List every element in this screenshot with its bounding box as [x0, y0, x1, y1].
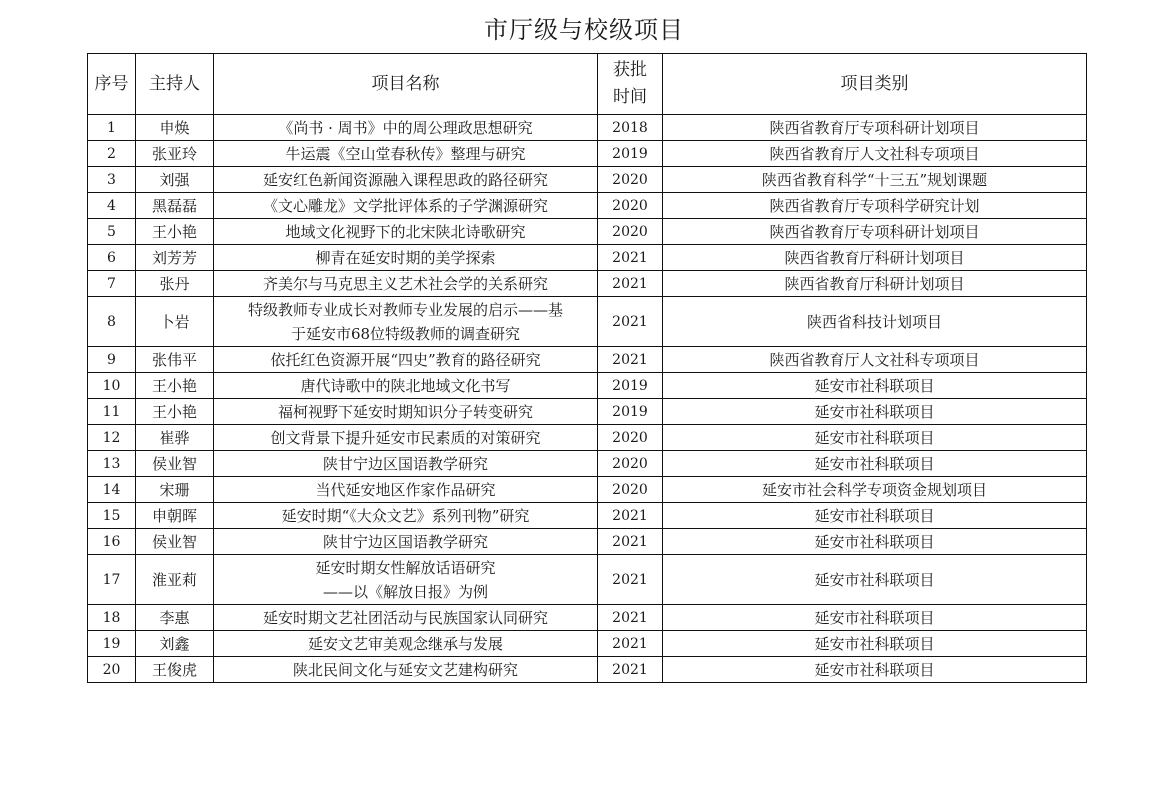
cell-category: 陕西省教育厅人文社科专项项目 — [663, 347, 1087, 373]
cell-project-name: 唐代诗歌中的陕北地域文化书写 — [214, 373, 598, 399]
cell-index: 8 — [88, 297, 136, 347]
cell-host: 申焕 — [136, 115, 214, 141]
table-row — [88, 193, 1087, 219]
cell-project-name: 创文背景下提升延安市民素质的对策研究 — [214, 425, 598, 451]
cell-approval-year: 2021 — [598, 245, 663, 271]
cell-project-name: 陕北民间文化与延安文艺建构研究 — [214, 657, 598, 683]
cell-project-name — [214, 555, 598, 605]
table-body — [88, 115, 1087, 683]
table-row — [88, 657, 1087, 683]
cell-host: 崔骅 — [136, 425, 214, 451]
table-row — [88, 141, 1087, 167]
cell-approval-year: 2019 — [598, 373, 663, 399]
cell-project-name: 柳青在延安时期的美学探索 — [214, 245, 598, 271]
cell-project-name: 依托红色资源开展“四史”教育的路径研究 — [214, 347, 598, 373]
cell-host: 王小艳 — [136, 219, 214, 245]
cell-approval-year: 2021 — [598, 347, 663, 373]
project-name-line2: ——以《解放日报》为例 — [322, 582, 488, 601]
cell-index: 12 — [88, 425, 136, 451]
cell-project-name: 地域文化视野下的北宋陕北诗歌研究 — [214, 219, 598, 245]
header-index: 序号 — [88, 54, 136, 115]
cell-approval-year: 2019 — [598, 399, 663, 425]
cell-category: 陕西省教育厅科研计划项目 — [663, 245, 1087, 271]
cell-host: 李惠 — [136, 605, 214, 631]
cell-project-name — [214, 297, 598, 347]
cell-project-name: 牛运震《空山堂春秋传》整理与研究 — [214, 141, 598, 167]
cell-host: 侯业智 — [136, 451, 214, 477]
cell-category: 延安市社科联项目 — [663, 503, 1087, 529]
cell-host: 卜岩 — [136, 297, 214, 347]
cell-project-name: 齐美尔与马克思主义艺术社会学的关系研究 — [214, 271, 598, 297]
cell-project-name: 延安红色新闻资源融入课程思政的路径研究 — [214, 167, 598, 193]
cell-category: 延安市社科联项目 — [663, 529, 1087, 555]
cell-index: 7 — [88, 271, 136, 297]
cell-approval-year: 2021 — [598, 657, 663, 683]
cell-category: 延安市社科联项目 — [663, 657, 1087, 683]
cell-approval-year: 2021 — [598, 555, 663, 605]
table-row — [88, 425, 1087, 451]
cell-project-name: 延安文艺审美观念继承与发展 — [214, 631, 598, 657]
cell-index: 20 — [88, 657, 136, 683]
header-category: 项目类别 — [663, 54, 1087, 115]
cell-host: 王俊虎 — [136, 657, 214, 683]
cell-category: 延安市社科联项目 — [663, 555, 1087, 605]
cell-project-name: 《尚书 · 周书》中的周公理政思想研究 — [214, 115, 598, 141]
cell-index: 13 — [88, 451, 136, 477]
header-host: 主持人 — [136, 54, 214, 115]
cell-approval-year: 2021 — [598, 605, 663, 631]
cell-category: 陕西省教育厅专项科学研究计划 — [663, 193, 1087, 219]
projects-table — [87, 53, 1087, 683]
cell-project-name: 福柯视野下延安时期知识分子转变研究 — [214, 399, 598, 425]
cell-category: 陕西省科技计划项目 — [663, 297, 1087, 347]
cell-category: 延安市社科联项目 — [663, 399, 1087, 425]
cell-approval-year: 2021 — [598, 297, 663, 347]
cell-host: 刘强 — [136, 167, 214, 193]
cell-index: 15 — [88, 503, 136, 529]
cell-index: 9 — [88, 347, 136, 373]
table-row — [88, 219, 1087, 245]
table-row — [88, 373, 1087, 399]
cell-host: 侯业智 — [136, 529, 214, 555]
cell-project-name: 延安时期“《大众文艺》系列刊物”研究 — [214, 503, 598, 529]
cell-approval-year: 2020 — [598, 425, 663, 451]
cell-category: 延安市社科联项目 — [663, 631, 1087, 657]
cell-index: 1 — [88, 115, 136, 141]
cell-index: 2 — [88, 141, 136, 167]
cell-approval-year: 2020 — [598, 477, 663, 503]
header-year-line1: 获批 — [613, 60, 647, 80]
table-row — [88, 451, 1087, 477]
cell-index: 11 — [88, 399, 136, 425]
table-row — [88, 271, 1087, 297]
cell-host: 黑磊磊 — [136, 193, 214, 219]
cell-category: 延安市社科联项目 — [663, 451, 1087, 477]
cell-approval-year: 2019 — [598, 141, 663, 167]
header-project-name: 项目名称 — [214, 54, 598, 115]
cell-host: 淮亚莉 — [136, 555, 214, 605]
cell-approval-year: 2020 — [598, 167, 663, 193]
table-row — [88, 245, 1087, 271]
table-row — [88, 399, 1087, 425]
table-row — [88, 631, 1087, 657]
table-header-row — [88, 54, 1087, 115]
cell-host: 张亚玲 — [136, 141, 214, 167]
cell-index: 5 — [88, 219, 136, 245]
table-row — [88, 297, 1087, 347]
cell-host: 宋珊 — [136, 477, 214, 503]
cell-index: 3 — [88, 167, 136, 193]
cell-approval-year: 2021 — [598, 631, 663, 657]
cell-index: 4 — [88, 193, 136, 219]
cell-approval-year: 2021 — [598, 503, 663, 529]
header-approval-year — [598, 54, 663, 115]
cell-category: 陕西省教育厅专项科研计划项目 — [663, 115, 1087, 141]
table-row — [88, 115, 1087, 141]
cell-index: 19 — [88, 631, 136, 657]
cell-category: 延安市社科联项目 — [663, 605, 1087, 631]
cell-index: 14 — [88, 477, 136, 503]
cell-category: 陕西省教育厅人文社科专项项目 — [663, 141, 1087, 167]
cell-host: 王小艳 — [136, 373, 214, 399]
cell-project-name: 陕甘宁边区国语教学研究 — [214, 451, 598, 477]
cell-host: 张伟平 — [136, 347, 214, 373]
page-title: 市厅级与校级项目 — [484, 16, 684, 44]
cell-project-name: 当代延安地区作家作品研究 — [214, 477, 598, 503]
table-row — [88, 605, 1087, 631]
cell-project-name: 延安时期文艺社团活动与民族国家认同研究 — [214, 605, 598, 631]
project-name-line1: 特级教师专业成长对教师专业发展的启示——基 — [247, 300, 563, 319]
cell-index: 18 — [88, 605, 136, 631]
header-year-line2: 时间 — [613, 87, 647, 107]
cell-approval-year: 2018 — [598, 115, 663, 141]
table-row — [88, 503, 1087, 529]
cell-approval-year: 2020 — [598, 451, 663, 477]
cell-project-name: 陕甘宁边区国语教学研究 — [214, 529, 598, 555]
cell-category: 延安市社会科学专项资金规划项目 — [663, 477, 1087, 503]
cell-host: 张丹 — [136, 271, 214, 297]
cell-project-name: 《文心雕龙》文学批评体系的子学渊源研究 — [214, 193, 598, 219]
cell-approval-year: 2021 — [598, 271, 663, 297]
cell-approval-year: 2020 — [598, 193, 663, 219]
project-name-line2: 于延安市68位特级教师的调查研究 — [290, 324, 521, 343]
cell-index: 17 — [88, 555, 136, 605]
cell-category: 陕西省教育厅科研计划项目 — [663, 271, 1087, 297]
cell-approval-year: 2021 — [598, 529, 663, 555]
cell-category: 陕西省教育厅专项科研计划项目 — [663, 219, 1087, 245]
cell-category: 陕西省教育科学“十三五”规划课题 — [663, 167, 1087, 193]
cell-category: 延安市社科联项目 — [663, 373, 1087, 399]
cell-host: 刘鑫 — [136, 631, 214, 657]
table-row — [88, 477, 1087, 503]
cell-host: 王小艳 — [136, 399, 214, 425]
table-row — [88, 347, 1087, 373]
cell-index: 6 — [88, 245, 136, 271]
table-row — [88, 167, 1087, 193]
project-name-line1: 延安时期女性解放话语研究 — [315, 558, 496, 577]
cell-host: 刘芳芳 — [136, 245, 214, 271]
cell-host: 申朝晖 — [136, 503, 214, 529]
table-row — [88, 555, 1087, 605]
cell-category: 延安市社科联项目 — [663, 425, 1087, 451]
cell-index: 10 — [88, 373, 136, 399]
cell-index: 16 — [88, 529, 136, 555]
cell-approval-year: 2020 — [598, 219, 663, 245]
table-row — [88, 529, 1087, 555]
